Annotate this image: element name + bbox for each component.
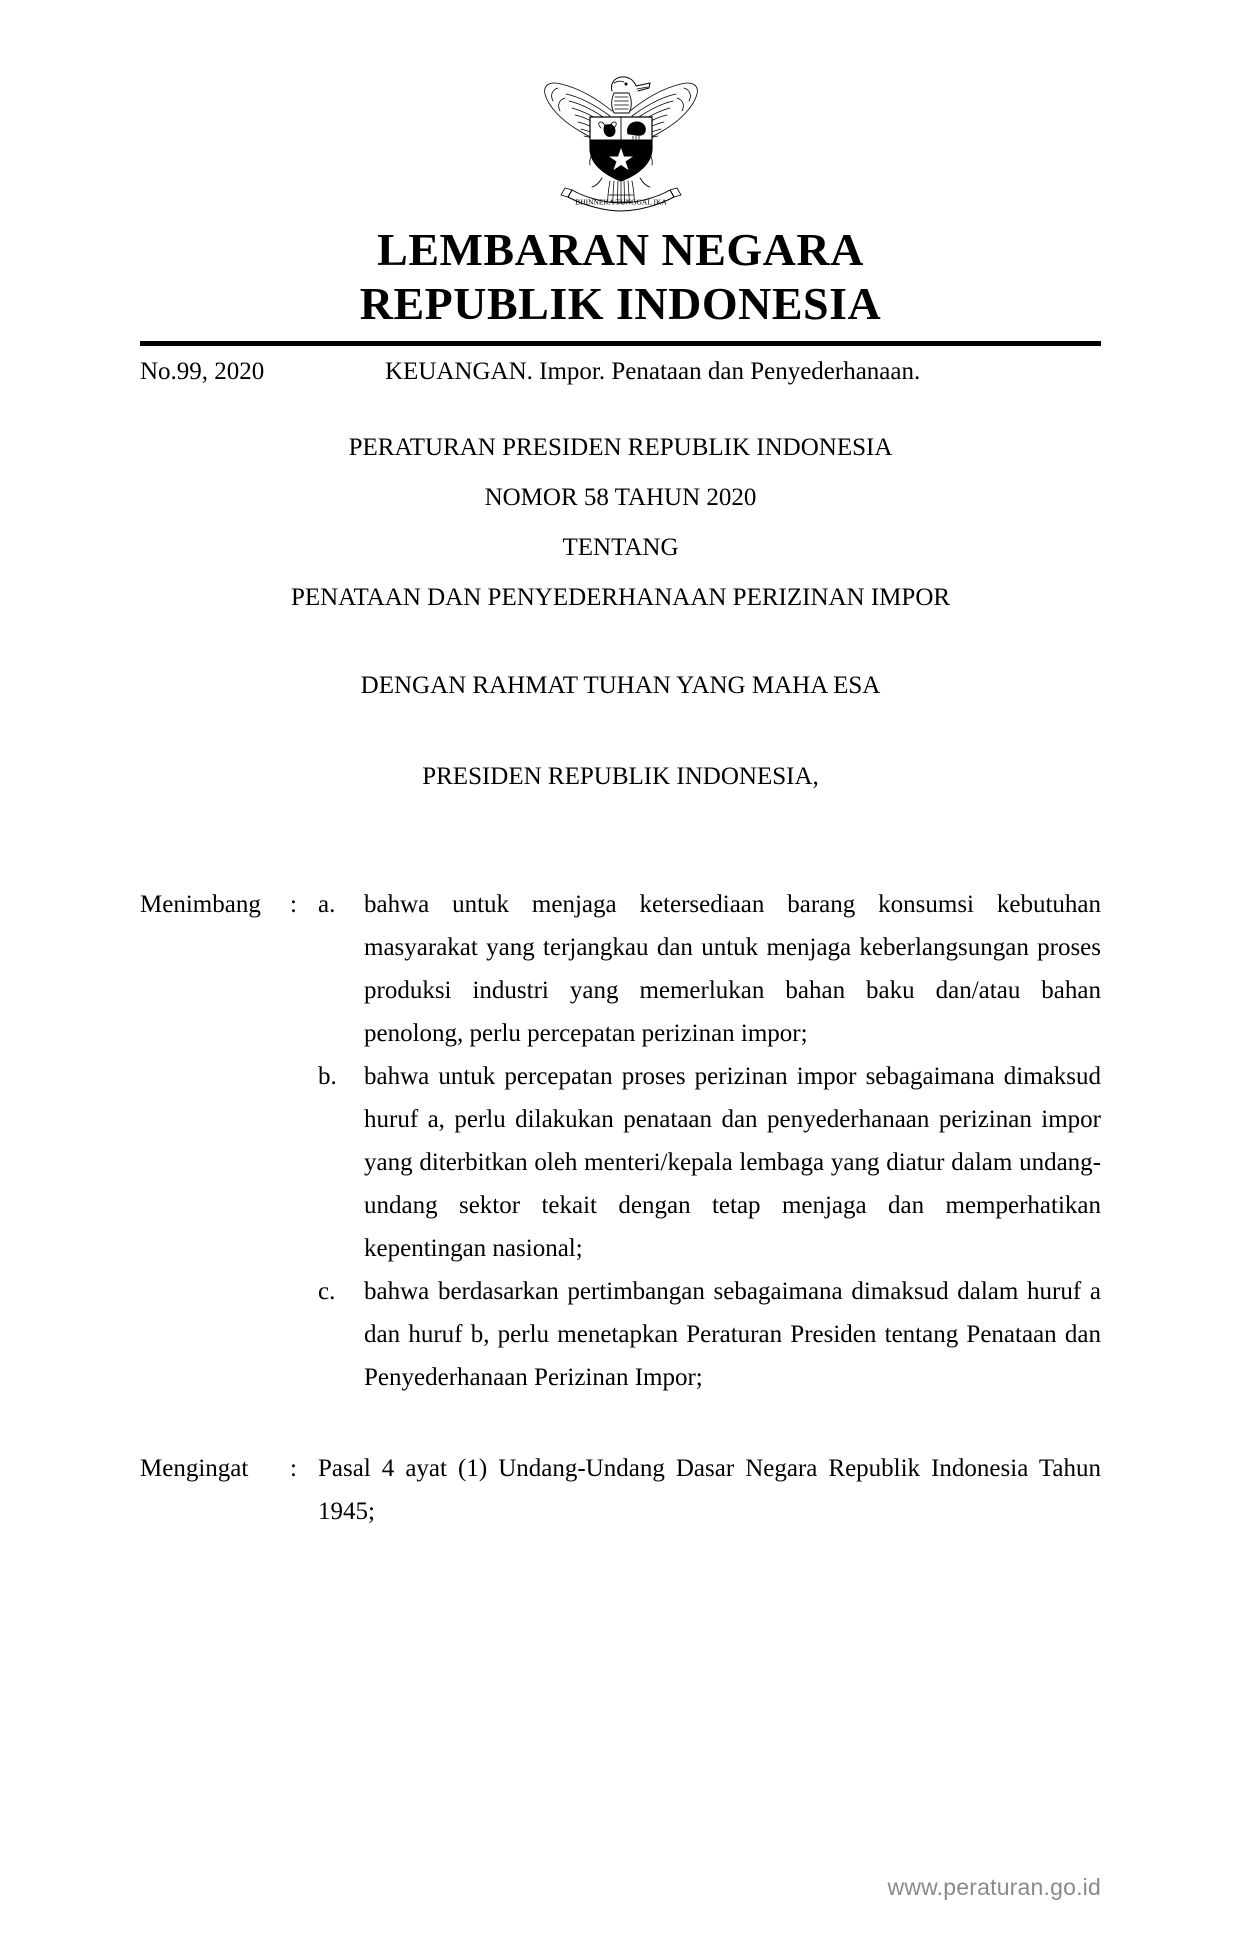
document-body [140,883,1101,1533]
president-line: PRESIDEN REPUBLIK INDONESIA, [422,762,819,790]
masthead [140,224,1101,329]
masthead-line-2: REPUBLIK INDONESIA [359,277,882,329]
list-item [318,1055,1101,1270]
gazette-number: No.99, 2020 [140,358,265,386]
item-marker: a. [318,890,336,918]
mengingat-text: Pasal 4 ayat (1) Undang-Undang Dasar Negara Republik Indonesia Tahun 1945; [318,1454,1101,1525]
gazette-header-row [140,356,1101,389]
mengingat-label: Mengingat [140,1454,249,1482]
title-tentang: TENTANG [562,533,679,561]
menimbang-section [140,883,1101,1399]
list-item [318,1270,1101,1399]
item-marker: b. [318,1062,337,1090]
menimbang-colon: : [290,890,297,918]
gazette-subject: KEUANGAN. Impor. Penataan dan Penyederhanaan. [385,358,921,386]
item-text: bahwa berdasarkan pertimbangan sebagaimana dimaksud dalam huruf a dan huruf b, perlu menetapkan Peraturan Presiden tentang Penataan dan Penyederhanaan Perizinan Impor; [364,1277,1101,1391]
emblem-container [140,0,1101,212]
title-number: NOMOR 58 TAHUN 2020 [484,483,757,511]
masthead-line-1: LEMBARAN NEGARA [377,224,864,275]
mengingat-colon: : [290,1454,297,1482]
invocation-line: DENGAN RAHMAT TUHAN YANG MAHA ESA [360,671,881,699]
title-subject: PENATAAN DAN PENYEDERHANAAN PERIZINAN IMPOR [290,583,951,611]
menimbang-items [318,883,1101,1399]
title-authority: PERATURAN PRESIDEN REPUBLIK INDONESIA [348,433,893,461]
header-divider [140,341,1101,346]
item-text: bahwa untuk percepatan proses perizinan impor sebagaimana dimaksud huruf a, perlu dilakukan penataan dan penyederhanaan perizinan impor yang diterbitkan oleh menteri/kepala lembaga yang diatur dalam undang-undang sektor tekait dengan tetap menjaga dan memperhatikan kepentingan nasional; [364,1062,1101,1262]
svg-text:BHINNEKA TUNGGAL IKA: BHINNEKA TUNGGAL IKA [574,197,667,207]
menimbang-label: Menimbang [140,890,261,918]
item-marker: c. [318,1277,336,1305]
regulation-title-block [140,435,1101,610]
list-item [318,883,1101,1055]
footer-watermark: www.peraturan.go.id [887,1874,1101,1900]
mengingat-section [140,1447,1101,1533]
item-text: bahwa untuk menjaga ketersediaan barang konsumsi kebutuhan masyarakat yang terjangkau dan untuk menjaga keberlangsungan proses produksi industri yang memerlukan bahan baku dan/atau bahan penolong, perlu percepatan perizinan impor; [364,890,1101,1047]
garuda-pancasila-emblem [526,52,716,212]
